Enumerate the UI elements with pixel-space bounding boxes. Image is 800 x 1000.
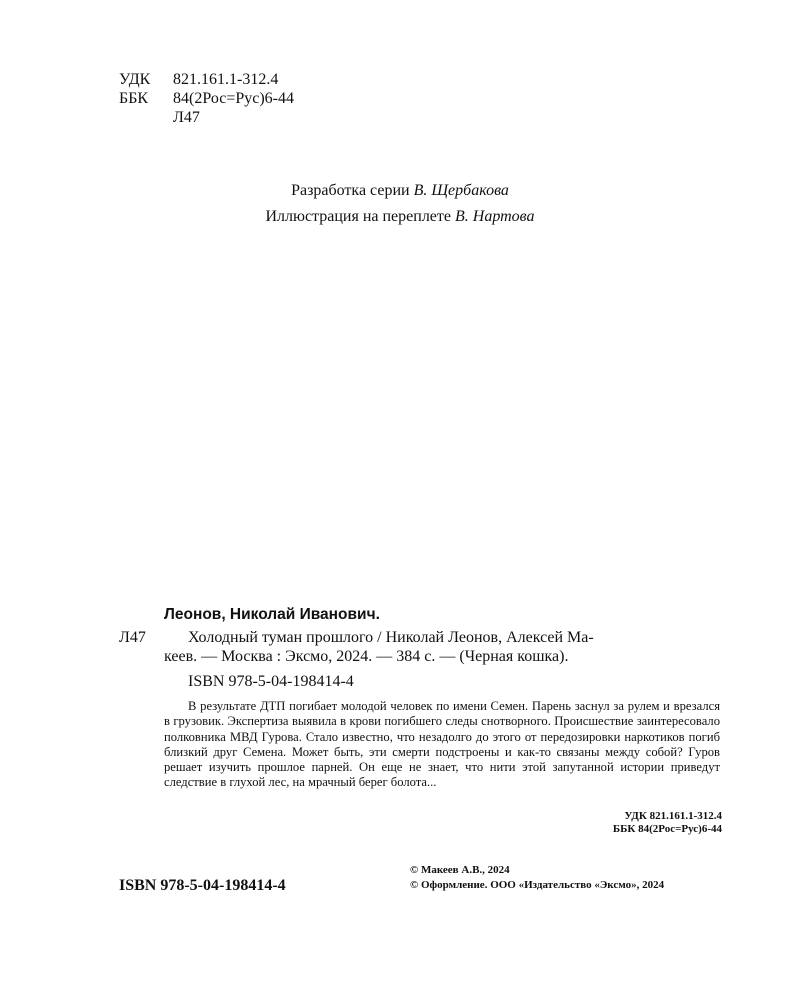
record-codes xyxy=(480,810,722,836)
citation-line-2: кеев. — Москва : Эксмо, 2024. — 384 с. — (Черная кошка). xyxy=(164,648,569,665)
record-author-code: Л47 xyxy=(119,629,146,646)
record-bbk: ББК 84(2Рос=Рус)6-44 xyxy=(612,823,722,835)
bbk-value: 84(2Рос=Рус)6-44 xyxy=(173,90,295,107)
udk-value: 821.161.1-312.4 xyxy=(173,71,279,88)
series-label: Разработка серии xyxy=(291,182,410,199)
author-code: Л47 xyxy=(173,109,200,126)
classification-block xyxy=(119,70,294,127)
credits-block xyxy=(0,178,800,230)
illustration-credit xyxy=(0,204,800,230)
series-credit xyxy=(0,178,800,204)
record-udk: УДК 821.161.1-312.4 xyxy=(624,810,722,822)
copyright-author: © Макеев А.В., 2024 xyxy=(410,864,510,876)
author-heading: Леонов, Николай Иванович. xyxy=(164,606,380,623)
record-isbn: ISBN 978-5-04-198414-4 xyxy=(188,673,354,690)
series-name: В. Щербакова xyxy=(413,182,509,199)
udk-label: УДК xyxy=(119,71,151,88)
copyright-design: © Оформление. ООО «Издательство «Эксмо», 2024 xyxy=(410,879,665,891)
bbk-row xyxy=(119,89,294,108)
illustration-label: Иллюстрация на переплете xyxy=(265,208,451,225)
footer-isbn: ISBN 978-5-04-198414-4 xyxy=(119,877,286,894)
bbk-label: ББК xyxy=(119,90,149,107)
udk-row xyxy=(119,70,294,89)
author-code-row xyxy=(119,108,294,127)
illustration-name: В. Нартова xyxy=(455,208,535,225)
citation-line-1: Холодный туман прошлого / Николай Леонов, Алексей Ма- xyxy=(188,629,594,646)
copyright-block xyxy=(410,863,664,893)
citation xyxy=(164,628,720,666)
annotation: В результате ДТП погибает молодой человек по имени Семен. Парень заснул за рулем и врезался в грузовик. Экспертиза выявила в крови погибшего следы снотворного. Происшествие заинтересовало полковника МВД Гурова. Стало известно, что незадолго до этого от передозировки наркотиков погиб близкий друг Семена. Может быть, эти смерти подстроены и как-то связаны между собой? Гуров решает изучить прошлое парней. Он еще не знает, что нити этой запутанной истории приведут следствие в глухой лес, на мрачный берег болота... xyxy=(164,699,720,790)
